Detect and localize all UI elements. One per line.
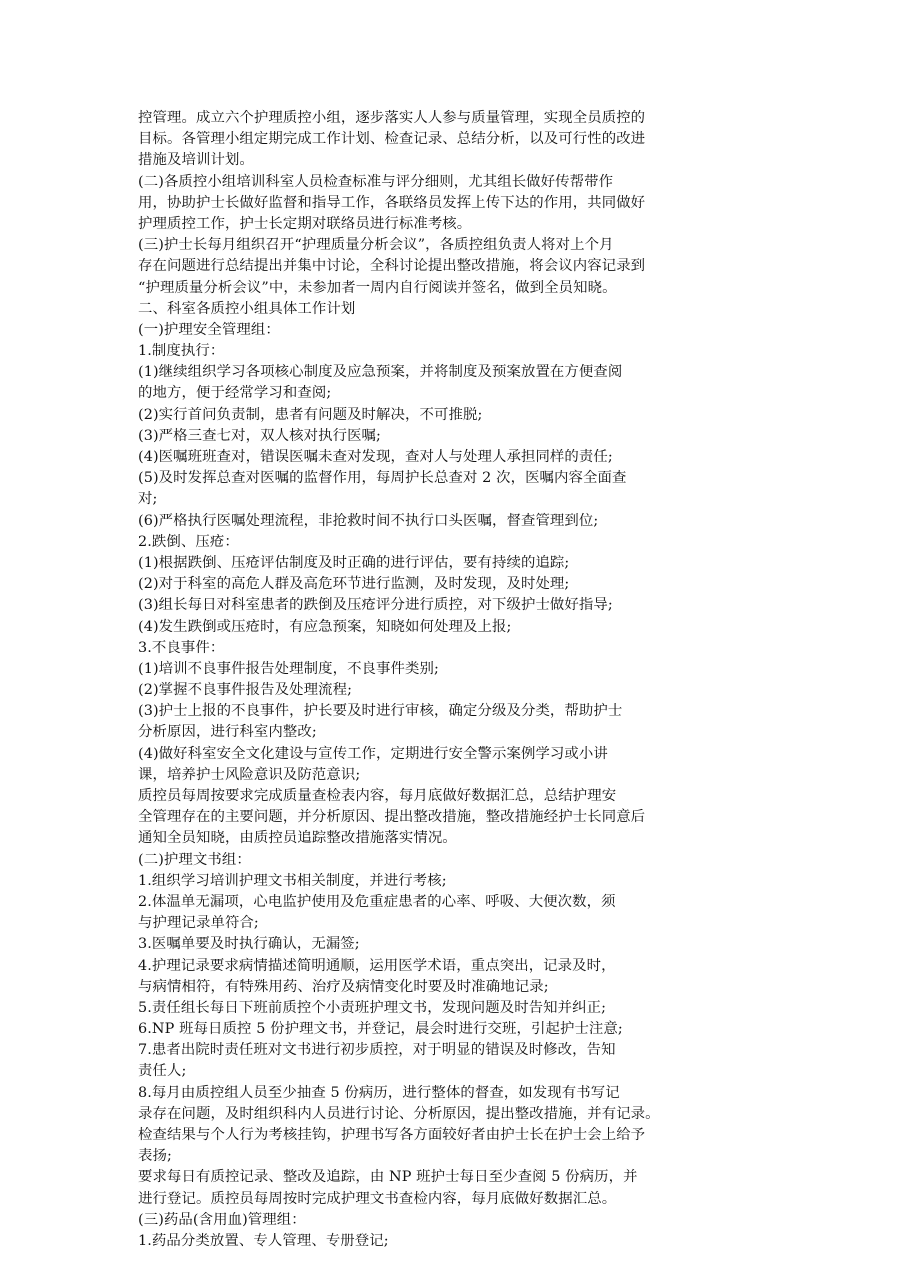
- text-line: 全管理存在的主要问题，并分析原因、提出整改措施，整改措施经护士长同意后: [138, 809, 646, 826]
- document-body: [138, 108, 878, 1252]
- text-line: 的地方，便于经常学习和查阅;: [138, 385, 332, 402]
- text-line: (1)培训不良事件报告处理制度，不良事件类别;: [138, 660, 439, 677]
- text-line: 存在问题进行总结提出并集中讨论，全科讨论提出整改措施，将会议内容记录到: [138, 258, 646, 275]
- text-line: 1.组织学习培训护理文书相关制度，并进行考核;: [138, 872, 447, 889]
- text-line: 质控员每周按要求完成质量查检表内容，每月底做好数据汇总，总结护理安: [138, 788, 617, 804]
- subsection-heading: (二)护理文书组：: [138, 851, 251, 868]
- text-line: (4)发生跌倒或压疮时，有应急预案，知晓如何处理及上报;: [138, 618, 512, 635]
- text-line: (二)各质控小组培训科室人员检查标准与评分细则，尤其组长做好传帮带作: [138, 173, 614, 190]
- text-line: 措施及培训计划。: [138, 152, 254, 169]
- text-line: “护理质量分析会议”中，未参加者一周内自行阅读并签名，做到全员知晓。: [138, 279, 617, 296]
- text-line: 通知全员知晓，由质控员追踪整改措施落实情况。: [138, 830, 457, 847]
- text-line: 检查结果与个人行为考核挂钩，护理书写各方面较好者由护士长在护士会上给予: [138, 1127, 646, 1143]
- text-line: 护理质控工作，护士长定期对联络员进行标准考核。: [138, 215, 472, 232]
- text-line: (2)实行首问负责制，患者有问题及时解决，不可推脱;: [138, 406, 483, 423]
- text-line: 课，培养护士风险意识及防范意识;: [138, 766, 361, 783]
- text-line: 要求每日有质控记录、整改及追踪，由 NP 班护士每日至少查阅 5 份病历，并: [138, 1169, 638, 1186]
- text-line: (3)护士上报的不良事件，护长要及时进行审核，确定分级及分类，帮助护士: [138, 703, 623, 720]
- text-line: 表扬;: [138, 1148, 172, 1165]
- subsection-heading: (三)药品(含用血)管理组：: [138, 1211, 306, 1228]
- text-line: 录存在问题，及时组织科内人员进行讨论、分析原因，提出整改措施，并有记录。: [138, 1105, 660, 1122]
- text-line: (2)对于科室的高危人群及高危环节进行监测，及时发现，及时处理;: [138, 576, 570, 593]
- section-heading: 二、科室各质控小组具体工作计划: [138, 300, 356, 317]
- text-line: (6)严格执行医嘱处理流程，非抢救时间不执行口头医嘱，督查管理到位;: [138, 512, 599, 529]
- text-line: 与病情相符，有特殊用药、治疗及病情变化时要及时准确地记录;: [138, 978, 549, 995]
- text-line: 目标。各管理小组定期完成工作计划、检查记录、总结分析，以及可行性的改进: [138, 131, 646, 148]
- text-line: 7.患者出院时责任班对文书进行初步质控，对于明显的错误及时修改，告知: [138, 1042, 616, 1059]
- text-line: (3)组长每日对科室患者的跌倒及压疮评分进行质控，对下级护士做好指导;: [138, 597, 613, 614]
- text-line: 进行登记。质控员每周按时完成护理文书查检内容，每月底做好数据汇总。: [138, 1190, 617, 1207]
- subsection-heading: (一)护理安全管理组：: [138, 321, 280, 338]
- text-line: 2.体温单无漏项，心电监护使用及危重症患者的心率、呼吸、大便次数，须: [138, 893, 616, 910]
- text-line: (2)掌握不良事件报告及处理流程;: [138, 682, 353, 699]
- text-line: 责任人;: [138, 1063, 187, 1080]
- text-line: (1)根据跌倒、压疮评估制度及时正确的进行评估，要有持续的追踪;: [138, 554, 570, 571]
- text-line: (4)医嘱班班查对，错误医嘱未查对发现，查对人与处理人承担同样的责任;: [138, 449, 613, 465]
- text-line: 与护理记录单符合;: [138, 915, 259, 932]
- text-line: (1)继续组织学习各项核心制度及应急预案，并将制度及预案放置在方便查阅: [138, 364, 623, 381]
- item-heading: 1.制度执行：: [138, 343, 225, 360]
- text-line: 控管理。成立六个护理质控小组，逐步落实人人参与质量管理，实现全员质控的: [138, 110, 646, 126]
- text-line: (4)做好科室安全文化建设与宣传工作，定期进行安全警示案例学习或小讲: [138, 745, 608, 762]
- text-line: 用，协助护士长做好监督和指导工作，各联络员发挥上传下达的作用，共同做好: [138, 194, 646, 211]
- text-line: 6.NP 班每日质控 5 份护理文书，并登记，晨会时进行交班，引起护士注意;: [138, 1021, 623, 1038]
- text-line: 5.责任组长每日下班前质控个小责班护理文书，发现问题及时告知并纠正;: [138, 999, 607, 1016]
- text-line: (5)及时发挥总查对医嘱的监督作用，每周护长总查对 2 次，医嘱内容全面查: [138, 470, 627, 487]
- text-line: 3.医嘱单要及时执行确认，无漏签;: [138, 936, 360, 953]
- text-line: 8.每月由质控组人员至少抽查 5 份病历，进行整体的督查，如发现有书写记: [138, 1084, 620, 1101]
- item-heading: 2.跌倒、压疮：: [138, 533, 239, 550]
- text-line: 1.药品分类放置、专人管理、专册登记;: [138, 1232, 389, 1249]
- text-line: 对;: [138, 491, 158, 508]
- text-line: 4.护理记录要求病情描述简明通顺，运用医学术语，重点突出，记录及时，: [138, 957, 616, 974]
- item-heading: 3.不良事件：: [138, 639, 225, 656]
- text-line: (3)严格三查七对，双人核对执行医嘱;: [138, 427, 381, 444]
- text-line: (三)护士长每月组织召开“护理质量分析会议”，各质控组负责人将对上个月: [138, 237, 614, 254]
- text-line: 分析原因，进行科室内整改;: [138, 724, 317, 741]
